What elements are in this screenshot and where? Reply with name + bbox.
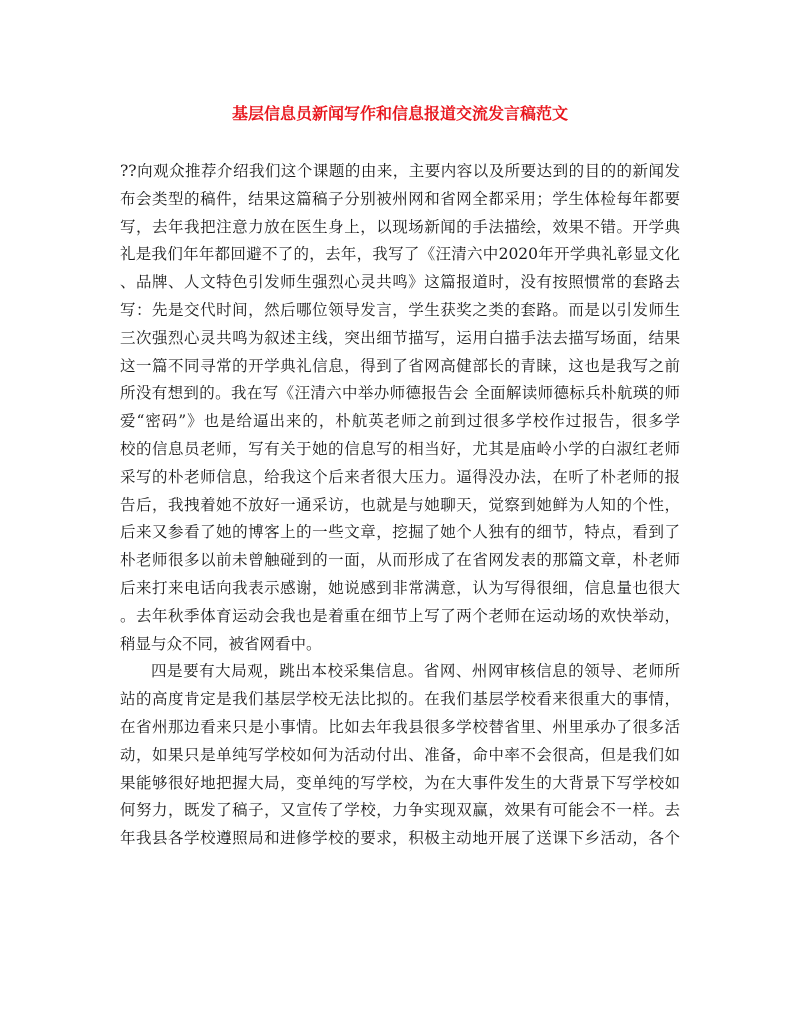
body-text-line: 站的高度肯定是我们基层学校无法比拟的。在我们基层学校看来很重大的事情， bbox=[120, 690, 680, 709]
body-text-line: 在省州那边看来只是小事情。比如去年我县很多学校替省里、州里承办了很多活 bbox=[120, 717, 680, 736]
body-text-line: ??向观众推荐介绍我们这个课题的由来，主要内容以及所要达到的目的的新闻发 bbox=[120, 162, 680, 180]
body-text-line: 礼是我们年年都回避不了的，去年，我写了《汪清六中2020年开学典礼彰显文化 bbox=[120, 245, 680, 264]
document-title: 基层信息员新闻写作和信息报道交流发言稿范文 bbox=[231, 104, 568, 123]
document-body bbox=[120, 158, 680, 853]
body-text-line: 爱“密码”》也是给逼出来的，朴航英老师之前到过很多学校作过报告，很多学 bbox=[120, 412, 680, 431]
body-text-line: 何努力，既发了稿子，又宣传了学校，力争实现双赢，效果有可能会不一样。去 bbox=[120, 801, 680, 820]
body-text-line: 校的信息员老师，写有关于她的信息写的相当好，尤其是庙岭小学的白淑红老师 bbox=[120, 439, 680, 458]
body-text-line: 写，去年我把注意力放在医生身上，以现场新闻的手法描绘，效果不错。开学典 bbox=[120, 217, 680, 236]
body-text-line: 朴老师很多以前未曾触碰到的一面，从而形成了在省网发表的那篇文章，朴老师 bbox=[120, 551, 680, 570]
body-text-line: 告后，我拽着她不放好一通采访，也就是与她聊天，觉察到她鲜为人知的个性， bbox=[120, 495, 680, 514]
body-text-line: 采写的朴老师信息，给我这个后来者很大压力。逼得没办法，在听了朴老师的报 bbox=[120, 467, 680, 486]
body-text-line: 三次强烈心灵共鸣为叙述主线，突出细节描写，运用白描手法去描写场面，结果 bbox=[120, 328, 680, 347]
body-text-line: 稍显与众不同，被省网看中。 bbox=[120, 634, 322, 653]
body-text-line: 动，如果只是单纯写学校如何为活动付出、准备，命中率不会很高，但是我们如 bbox=[120, 745, 680, 764]
body-text-line: 果能够很好地把握大局，变单纯的写学校，为在大事件发生的大背景下写学校如 bbox=[120, 773, 680, 792]
body-text-line: 。去年秋季体育运动会我也是着重在细节上写了两个老师在运动场的欢快举动， bbox=[120, 606, 680, 625]
body-text-line: 后来打来电话向我表示感谢，她说感到非常满意，认为写得很细，信息量也很大 bbox=[120, 578, 680, 597]
body-text-line: 、品牌、人文特色引发师生强烈心灵共鸣》这篇报道时，没有按照惯常的套路去 bbox=[120, 273, 680, 292]
body-text-line: 所没有想到的。我在写《汪清六中举办师德报告会 全面解读师德标兵朴航瑛的师 bbox=[120, 384, 680, 403]
body-text-line: 布会类型的稿件，结果这篇稿子分别被州网和省网全都采用；学生体检每年都要 bbox=[120, 189, 680, 208]
body-text-line: 四是要有大局观，跳出本校采集信息。省网、州网审核信息的领导、老师所 bbox=[151, 662, 680, 681]
body-text-line: 写：先是交代时间，然后哪位领导发言，学生获奖之类的套路。而是以引发师生 bbox=[120, 300, 680, 319]
body-text-line: 后来又参看了她的博客上的一些文章，挖掘了她个人独有的细节，特点，看到了 bbox=[120, 523, 680, 542]
body-text-line: 这一篇不同寻常的开学典礼信息，得到了省网高健部长的青睐，这也是我写之前 bbox=[120, 356, 680, 375]
body-text-line: 年我县各学校遵照局和进修学校的要求，积极主动地开展了送课下乡活动，各个 bbox=[120, 829, 680, 848]
